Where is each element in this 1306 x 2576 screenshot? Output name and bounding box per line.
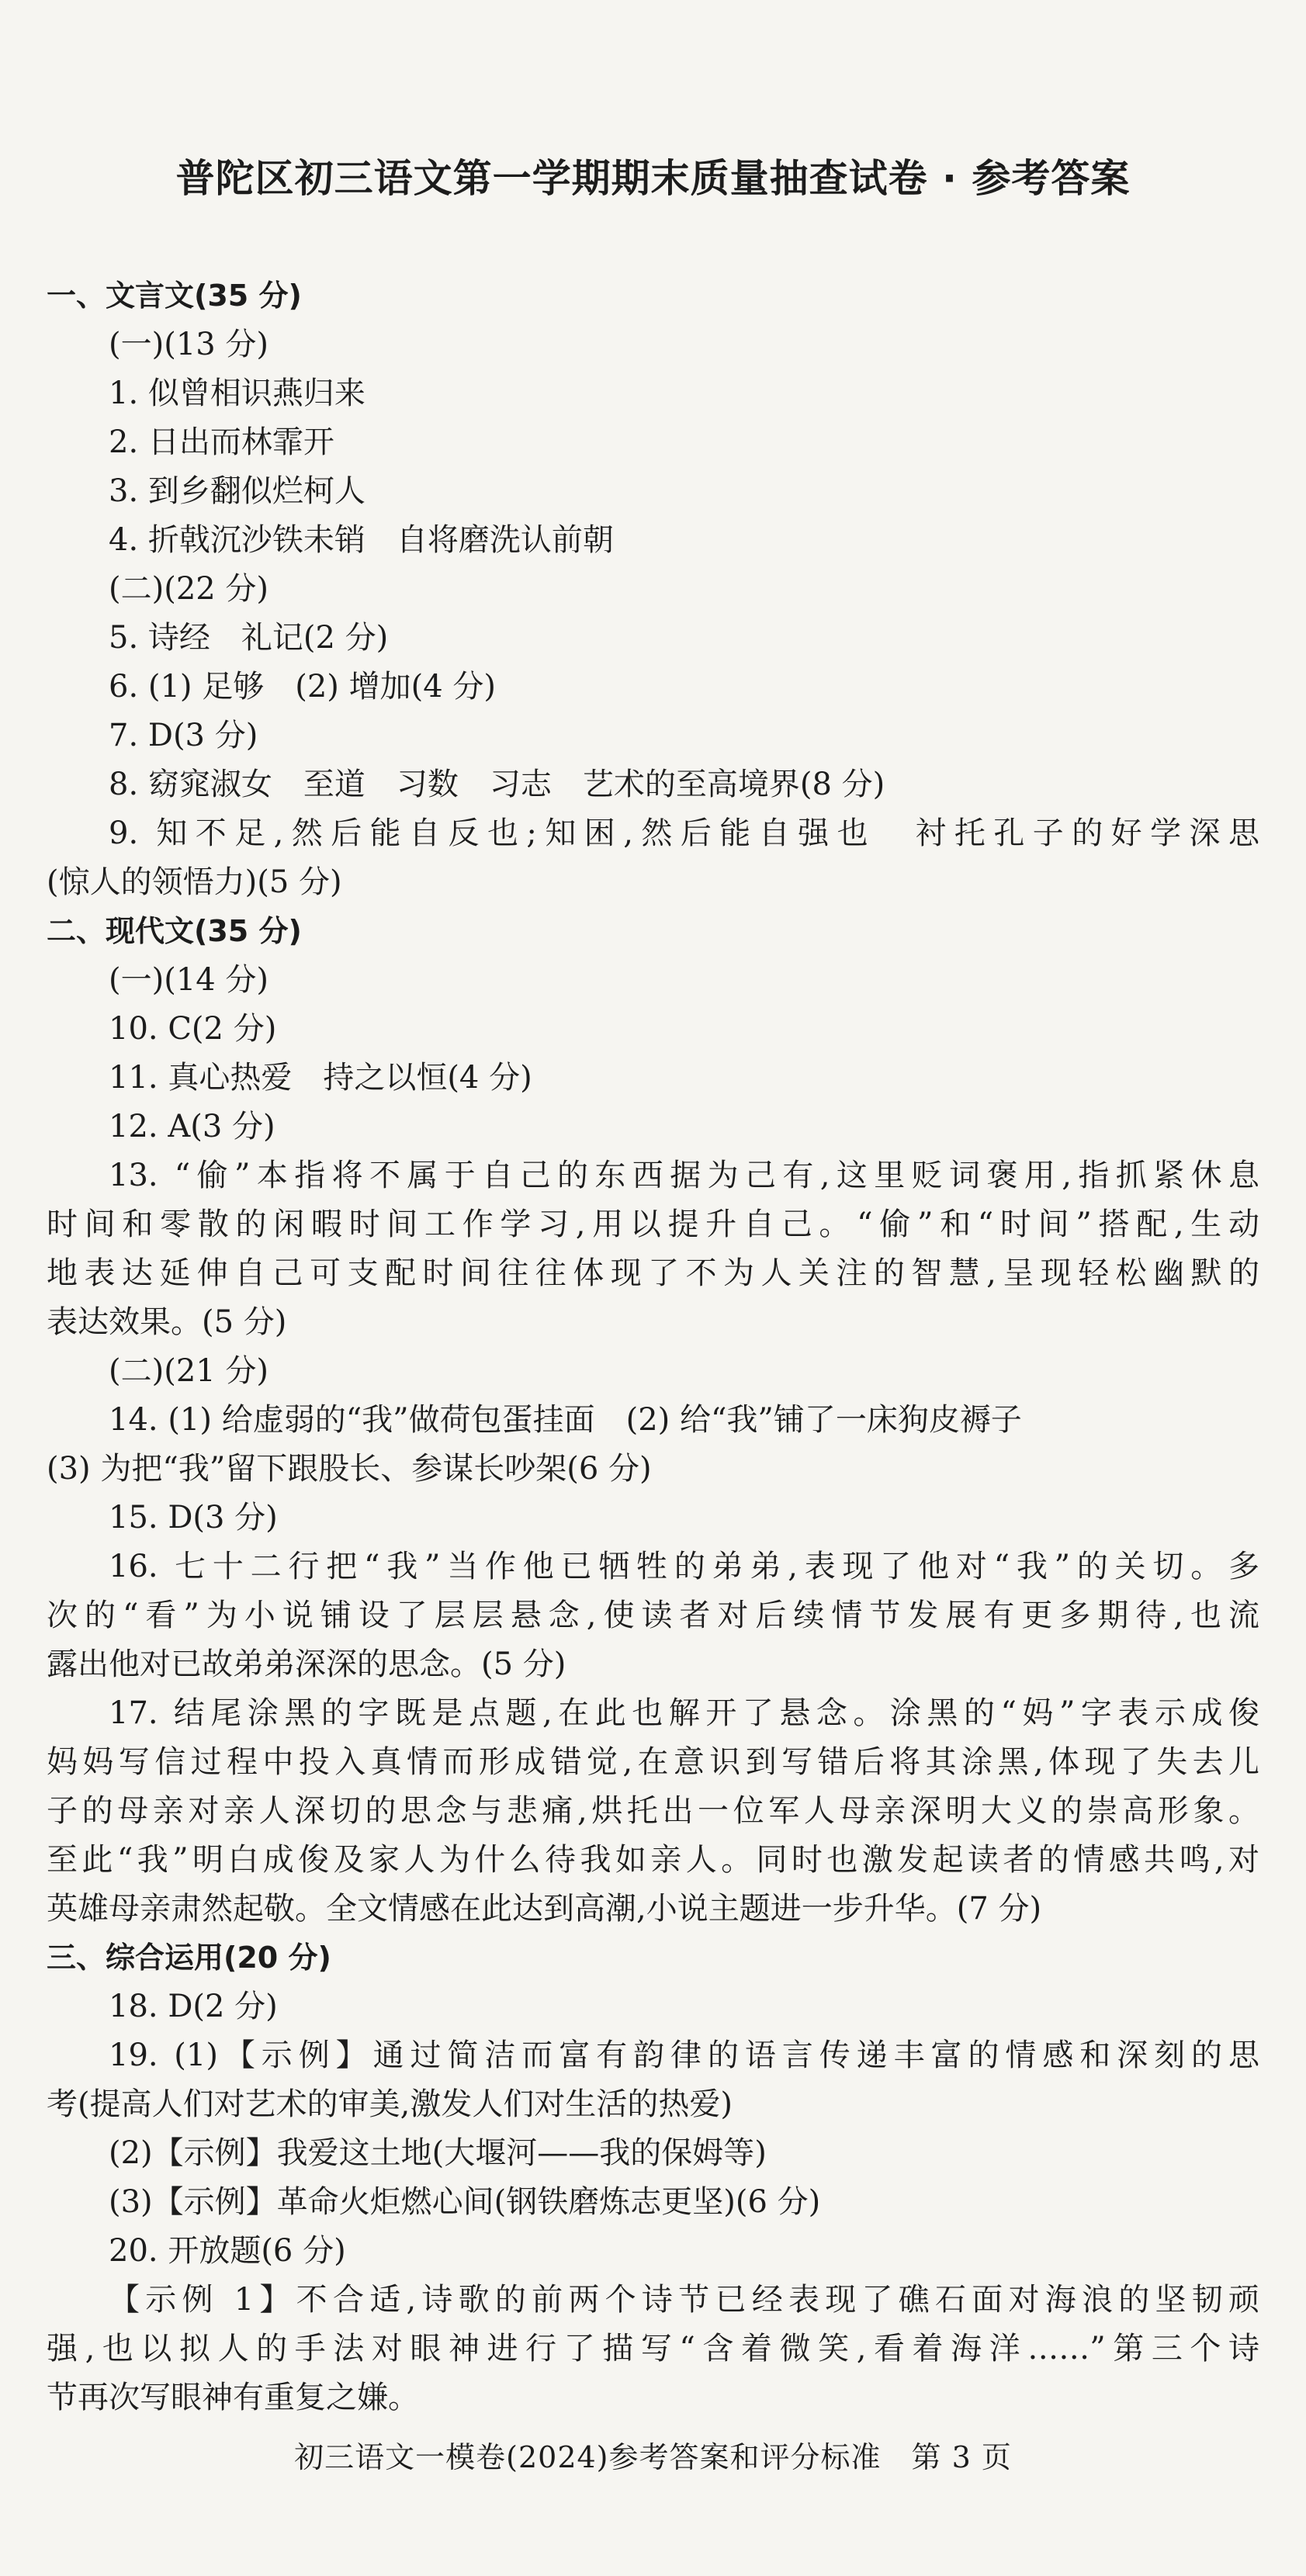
answer-line: 露出他对已故弟弟深深的思念。(5 分) xyxy=(47,1646,566,1682)
answer-line: 次的“看”为小说铺设了层层悬念,使读者对后续情节发展有更多期待,也流 xyxy=(47,1598,1259,1633)
answer-line: 9. 知不足,然后能自反也;知困,然后能自强也 衬托孔子的好学深思 xyxy=(109,815,1259,851)
answer-line: 11. 真心热爱 持之以恒(4 分) xyxy=(109,1060,532,1096)
answer-line: 时间和零散的闲暇时间工作学习,用以提升自己。“偷”和“时间”搭配,生动 xyxy=(47,1207,1259,1242)
answer-line: (二)(22 分) xyxy=(109,571,269,607)
answer-line: 地表达延伸自己可支配时间往往体现了不为人关注的智慧,呈现轻松幽默的 xyxy=(47,1255,1259,1291)
answer-line: 【示例 1】不合适,诗歌的前两个诗节已经表现了礁石面对海浪的坚韧顽 xyxy=(109,2282,1259,2318)
answer-line: 14. (1) 给虚弱的“我”做荷包蛋挂面 (2) 给“我”铺了一床狗皮褥子 xyxy=(109,1402,1022,1438)
answer-line: (一)(13 分) xyxy=(109,327,269,362)
answer-line: 妈妈写信过程中投入真情而形成错觉,在意识到写错后将其涂黑,体现了失去儿 xyxy=(47,1744,1259,1780)
answer-line: 至此“我”明白成俊及家人为什么待我如亲人。同时也激发起读者的情感共鸣,对 xyxy=(47,1842,1259,1878)
answer-line: 19. (1)【示例】通过简洁而富有韵律的语言传递丰富的情感和深刻的思 xyxy=(109,2038,1259,2073)
answer-line: 5. 诗经 礼记(2 分) xyxy=(109,620,389,656)
answer-line: 7. D(3 分) xyxy=(109,718,258,753)
answer-line: 6. (1) 足够 (2) 增加(4 分) xyxy=(109,669,497,705)
answer-line: (惊人的领悟力)(5 分) xyxy=(47,864,342,900)
answer-line: 15. D(3 分) xyxy=(109,1500,278,1536)
answer-line: (二)(21 分) xyxy=(109,1353,269,1389)
answer-line: 20. 开放题(6 分) xyxy=(109,2233,346,2269)
answer-line: 8. 窈窕淑女 至道 习数 习志 艺术的至高境界(8 分) xyxy=(109,767,885,802)
answer-line: (一)(14 分) xyxy=(109,962,269,998)
answer-line: 2. 日出而林霏开 xyxy=(109,424,334,460)
answer-line: 子的母亲对亲人深切的思念与悲痛,烘托出一位军人母亲深明大义的崇高形象。 xyxy=(47,1793,1259,1829)
answer-line: 表达效果。(5 分) xyxy=(47,1304,287,1340)
answer-line: (3) 为把“我”留下跟股长、参谋长吵架(6 分) xyxy=(47,1451,652,1487)
answer-line: 考(提高人们对艺术的审美,激发人们对生活的热爱) xyxy=(47,2086,733,2122)
answer-content xyxy=(47,272,1259,2422)
document-title: 普陀区初三语文第一学期期末质量抽查试卷 · 参考答案 xyxy=(175,156,1131,201)
answer-line: 10. C(2 分) xyxy=(109,1011,277,1047)
section-heading: 一、文言文(35 分) xyxy=(47,279,302,313)
answer-line: 强,也以拟人的手法对眼神进行了描写“含着微笑,看着海洋……”第三个诗 xyxy=(47,2331,1259,2367)
answer-line: 英雄母亲肃然起敬。全文情感在此达到高潮,小说主题进一步升华。(7 分) xyxy=(47,1891,1042,1927)
answer-line: (3)【示例】革命火炬燃心间(钢铁磨炼志更坚)(6 分) xyxy=(109,2184,821,2220)
section-heading: 三、综合运用(20 分) xyxy=(47,1941,331,1975)
answer-line: 12. A(3 分) xyxy=(109,1109,275,1144)
answer-line: 13. “偷”本指将不属于自己的东西据为己有,这里贬词褒用,指抓紧休息 xyxy=(109,1158,1259,1193)
page-footer: 初三语文一模卷(2024)参考答案和评分标准 第 3 页 xyxy=(294,2440,1012,2474)
answer-line: 4. 折戟沉沙铁未销 自将磨洗认前朝 xyxy=(109,522,614,558)
answer-line: 节再次写眼神有重复之嫌。 xyxy=(47,2380,419,2415)
answer-line: 16. 七十二行把“我”当作他已牺牲的弟弟,表现了他对“我”的关切。多 xyxy=(109,1549,1259,1584)
answer-line: (2)【示例】我爱这土地(大堰河——我的保姆等) xyxy=(109,2135,767,2171)
section-heading: 二、现代文(35 分) xyxy=(47,914,302,948)
answer-line: 18. D(2 分) xyxy=(109,1989,278,2024)
answer-line: 3. 到乡翻似烂柯人 xyxy=(109,473,365,509)
answer-line: 1. 似曾相识燕归来 xyxy=(109,376,365,411)
answer-line: 17. 结尾涂黑的字既是点题,在此也解开了悬念。涂黑的“妈”字表示成俊 xyxy=(109,1695,1259,1731)
